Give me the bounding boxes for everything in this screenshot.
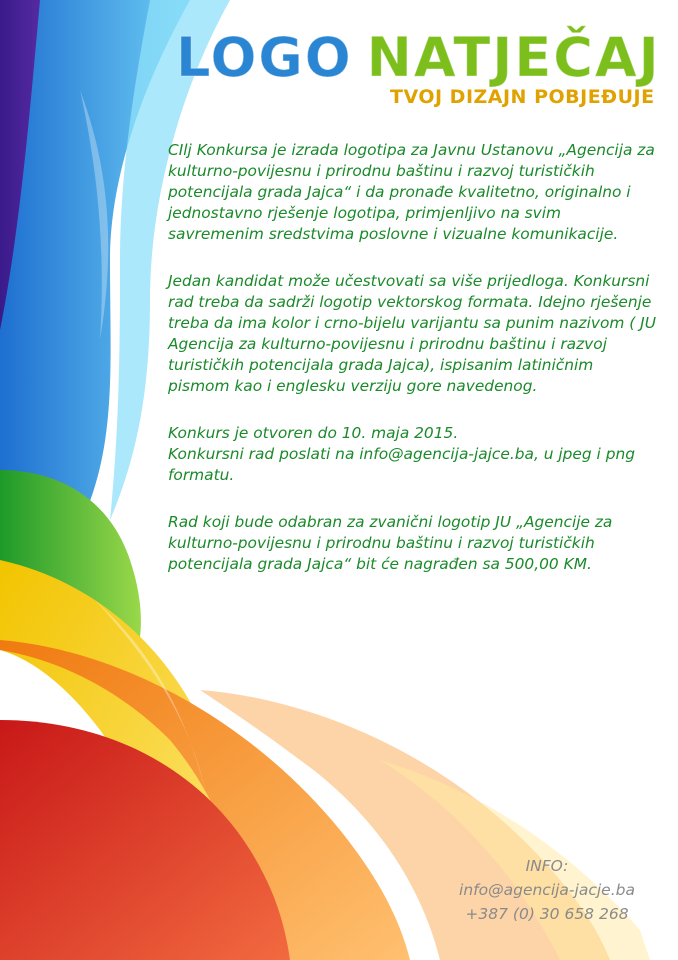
- body-text: [168, 140, 658, 601]
- subtitle: TVOJ DIZAJN POBJEĐUJE: [390, 86, 655, 108]
- paragraph-award: Rad koji bude odabran za zvanični logotip JU „Agencije za kulturno-povijesnu i prirodnu baštinu i razvoj turističkih potencijala grada Jajca“ bit će nagrađen sa 500,00 KM.: [168, 513, 613, 573]
- submission-line: Konkursni rad poslati na info@agencija-jajce.ba, u jpeg i png formatu.: [168, 445, 636, 484]
- info-phone: +387 (0) 30 658 268: [465, 905, 629, 923]
- title-natjecaj-word: NATJEČAJ: [366, 26, 661, 89]
- title-logo-word: LOGO: [176, 26, 353, 89]
- deadline-line: Konkurs je otvoren do 10. maja 2015.: [168, 424, 459, 442]
- info-block: [440, 854, 654, 926]
- info-label: INFO:: [525, 857, 569, 875]
- paragraph-deadline: [168, 423, 658, 486]
- paragraph-requirements: Jedan kandidat može učestvovati sa više prijedloga. Konkursni rad treba da sadrži logotip vektorskog formata. Idejno rješenje treba da ima kolor i crno-bijelu varijantu sa punim nazivom ( JU Agencija za kulturno-povijesnu i prirodnu baštinu i razvoj turističkih potencijala grada Jajca), ispisanim latiničnim pismom kao i englesku verziju gore navedenog.: [168, 272, 656, 395]
- paragraph-goal: CIlj Konkursa je izrada logotipa za Javnu Ustanovu „Agencija za kulturno-povijesnu i prirodnu baštinu i razvoj turističkih potencijala grada Jajca“ i da pronađe kvalitetno, originalno i jednostavno rješenje logotipa, primjenljivo na svim savremenim sredstvima poslovne i vizualne komunikacije.: [168, 141, 655, 243]
- info-email: info@agencija-jacje.ba: [459, 881, 635, 899]
